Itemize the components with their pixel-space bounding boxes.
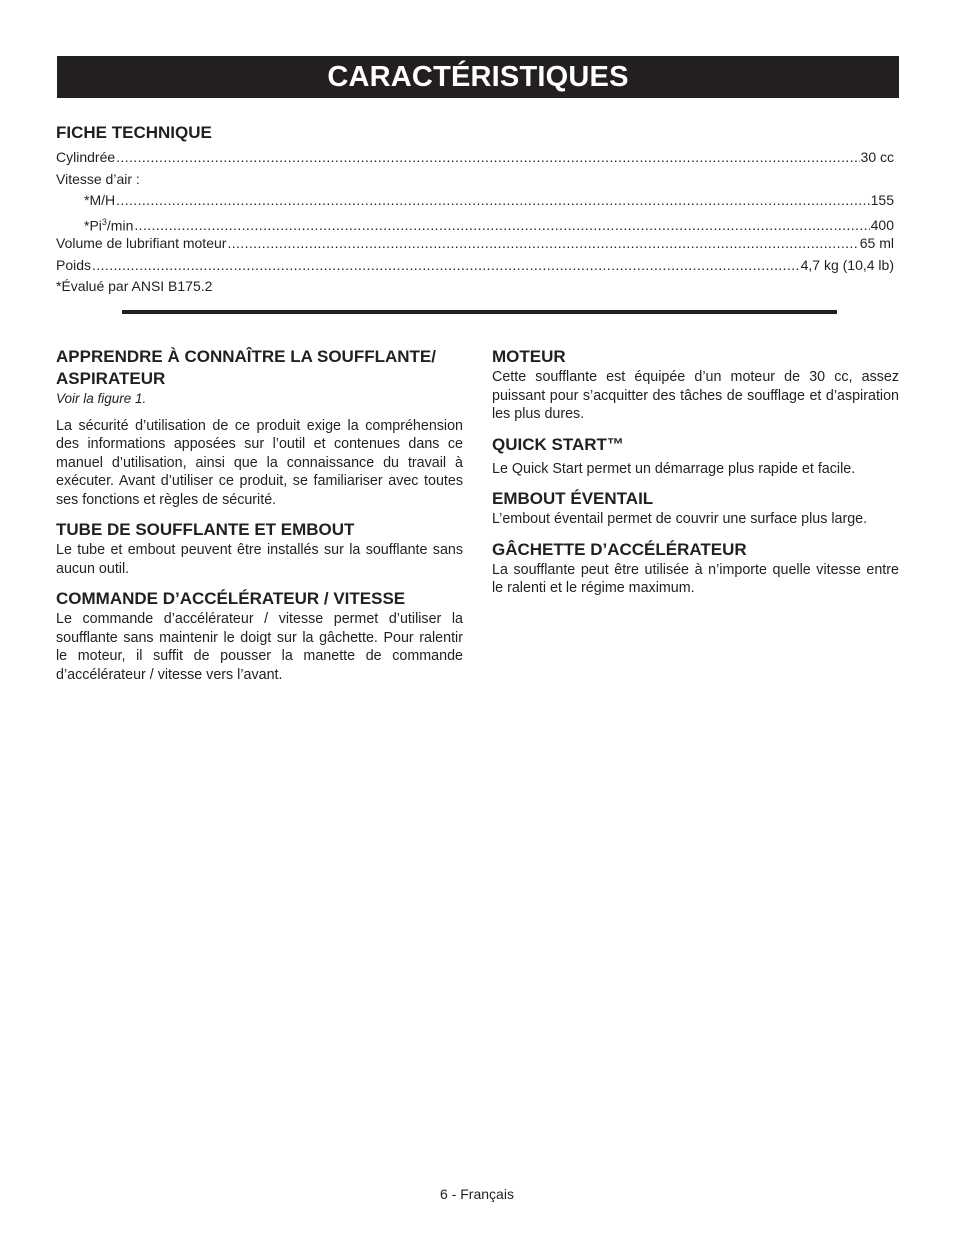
spec-row-pi3-min xyxy=(56,212,894,234)
leader-dots xyxy=(116,190,870,212)
spec-row-lubrifiant xyxy=(56,233,894,255)
spec-value: 400 xyxy=(870,217,894,234)
section-body: La soufflante peut être utilisée à n’importe quelle vitesse entre le ralenti et le régime maximum. xyxy=(492,561,899,596)
spec-label: Cylindrée xyxy=(56,149,116,165)
right-column xyxy=(492,346,899,598)
page-footer: 6 - Français xyxy=(440,1186,514,1202)
section-divider xyxy=(122,310,837,314)
spec-value: 4,7 kg (10,4 lb) xyxy=(800,256,894,273)
page-title: CARACTÉRISTIQUES xyxy=(57,56,899,98)
spec-label-post: /min xyxy=(106,217,134,234)
section-heading: GÂCHETTE D’ACCÉLÉRATEUR xyxy=(492,539,747,559)
section-body: Le Quick Start permet un démarrage plus rapide et facile. xyxy=(492,460,856,477)
spec-footnote: *Évalué par ANSI B175.2 xyxy=(56,278,213,294)
spec-value: 155 xyxy=(870,192,894,208)
section-body: L’embout éventail permet de couvrir une surface plus large. xyxy=(492,511,868,527)
spec-row-cylindree xyxy=(56,147,894,169)
spec-label-pre: *Pi xyxy=(84,217,102,234)
section-heading: TUBE DE SOUFFLANTE ET EMBOUT xyxy=(56,520,355,539)
spec-table xyxy=(56,147,894,298)
spec-label: Vitesse d’air : xyxy=(56,170,140,187)
spec-label: *M/H xyxy=(84,192,116,208)
leader-dots xyxy=(116,147,859,169)
section-heading: QUICK START™ xyxy=(492,434,624,454)
section-body: Le commande d’accélérateur / vitesse permet d’utiliser la soufflante sans maintenir le doigt sur la gâchette. Pour ralentir le moteur, il suffit de pousser la manette de commande d’accélérateur / vitesse vers l’avant. xyxy=(56,611,463,683)
section-heading: COMMANDE D’ACCÉLÉRATEUR / VITESSE xyxy=(56,589,406,608)
left-column xyxy=(56,346,463,684)
section-body: Cette soufflante est équipée d’un moteur de 30 cc, assez puissant pour s’acquitter des tâches de soufflage et d’aspiration les plus dures. xyxy=(492,369,899,422)
section-body: La sécurité d’utilisation de ce produit exige la compréhension des informations apposées sur l’outil et contenues dans ce manuel d’utilisation, ainsi que la connaissance du travail à exécuter. Avant d’utiliser ce produit, se familiariser avec toutes ses fonctions et règles de sécurité. xyxy=(56,417,463,508)
spec-label: Poids xyxy=(56,256,92,273)
section-heading: EMBOUT ÉVENTAIL xyxy=(492,489,654,508)
spec-row-poids xyxy=(56,255,894,277)
spec-value: 65 ml xyxy=(859,235,894,251)
spec-label: Volume de lubrifiant moteur xyxy=(56,235,227,251)
spec-label-sup: 3 xyxy=(101,216,107,227)
spec-row-mh xyxy=(56,190,894,212)
spec-row-vitesse-air xyxy=(56,169,894,191)
leader-dots xyxy=(227,233,858,255)
leader-dots xyxy=(92,255,800,277)
figure-reference: Voir la figure 1. xyxy=(56,391,147,406)
fiche-technique-heading: FICHE TECHNIQUE xyxy=(56,123,212,142)
section-heading: APPRENDRE À CONNAÎTRE LA SOUFFLANTE/ ASPIRATEUR xyxy=(56,347,436,388)
section-body: Le tube et embout peuvent être installés sur la soufflante sans aucun outil. xyxy=(56,542,463,577)
spec-value: 30 cc xyxy=(860,149,894,165)
section-heading: MOTEUR xyxy=(492,347,566,366)
